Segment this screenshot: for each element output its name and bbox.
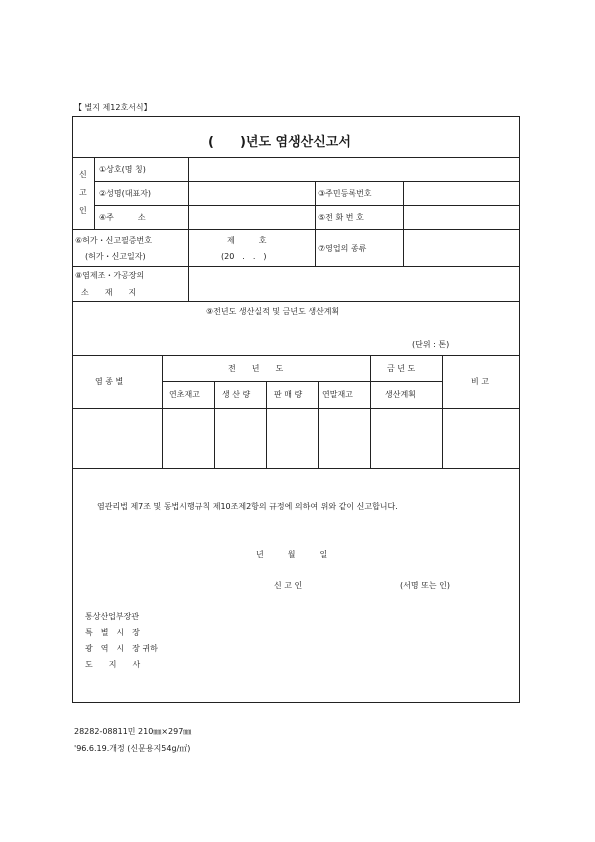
reporter-group-char: 신	[79, 170, 87, 179]
resident-number-label: ③주민등록번호	[318, 189, 372, 198]
sales-volume-header: 판 매 량	[274, 390, 303, 399]
full-name-label: ②성명(대표자)	[99, 189, 152, 198]
divider	[94, 181, 520, 182]
divider	[72, 408, 520, 409]
divider	[403, 181, 404, 266]
factory-location-label: 소 재 지	[81, 288, 137, 297]
date-line: 년 월 일	[256, 550, 328, 559]
permit-date-value: (20 . . )	[221, 252, 267, 261]
revision-note: '96.6.19.개정 (신문용지54g/㎡)	[74, 744, 191, 753]
production-volume-header: 생 산 량	[222, 390, 251, 399]
divider	[315, 181, 316, 266]
divider	[318, 381, 319, 468]
divider	[72, 468, 520, 469]
business-type-label: ⑦영업의 종류	[318, 244, 367, 253]
reporter-group-char: 고	[79, 188, 87, 197]
recipient-minister: 통상산업부장관	[85, 612, 140, 621]
form-title: ( )년도 염생산신고서	[208, 135, 351, 150]
divider	[72, 266, 520, 267]
permit-label: ⑥허가・신고필증번호	[75, 236, 152, 245]
form-code: 28282-08811민 210㎜×297㎜	[74, 727, 192, 736]
closing-stock-header: 연말재고	[322, 390, 353, 399]
recipient-special-city: 특 별 시 장	[85, 628, 140, 637]
permit-date-label: (허가・신고일자)	[85, 252, 146, 261]
divider	[72, 229, 520, 230]
divider	[94, 205, 520, 206]
salt-type-header: 염 종 별	[95, 377, 124, 386]
divider	[266, 381, 267, 468]
production-plan-header: 생산계획	[385, 390, 416, 399]
divider	[72, 301, 520, 302]
address-label: ④주 소	[99, 213, 146, 222]
unit-label: (단위 : 톤)	[412, 340, 450, 349]
this-year-header: 금 년 도	[387, 364, 416, 373]
reporter-label: 신 고 인	[274, 581, 303, 590]
divider	[162, 381, 442, 382]
signature-label: (서명 또는 인)	[400, 581, 450, 590]
divider	[72, 355, 520, 356]
divider	[94, 157, 95, 229]
business-name-label: ①상호(명 칭)	[99, 165, 146, 174]
form-number: 【 별지 제12호서식】	[74, 103, 152, 112]
divider	[370, 355, 371, 468]
divider	[162, 355, 163, 468]
production-heading: ⑨전년도 생산실적 및 금년도 생산계획	[206, 307, 340, 316]
factory-label: ⑧염제조・가공장의	[75, 271, 145, 280]
divider	[214, 381, 215, 468]
opening-stock-header: 연초재고	[169, 390, 200, 399]
remarks-header: 비 고	[471, 377, 489, 386]
recipient-governor: 도 지 사	[85, 660, 141, 669]
prev-year-header: 전 년 도	[228, 364, 284, 373]
phone-label: ⑤전 화 번 호	[318, 213, 364, 222]
divider	[442, 355, 443, 468]
declaration-statement: 염관리법 제7조 및 동법시행규칙 제10조제2항의 규정에 의하여 위와 같이 신고합니다.	[97, 502, 398, 511]
divider	[72, 157, 520, 158]
permit-value: 제 호	[227, 236, 267, 245]
reporter-group-char: 인	[79, 206, 87, 215]
recipient-metro-city: 광 역 시 장 귀하	[85, 644, 158, 653]
